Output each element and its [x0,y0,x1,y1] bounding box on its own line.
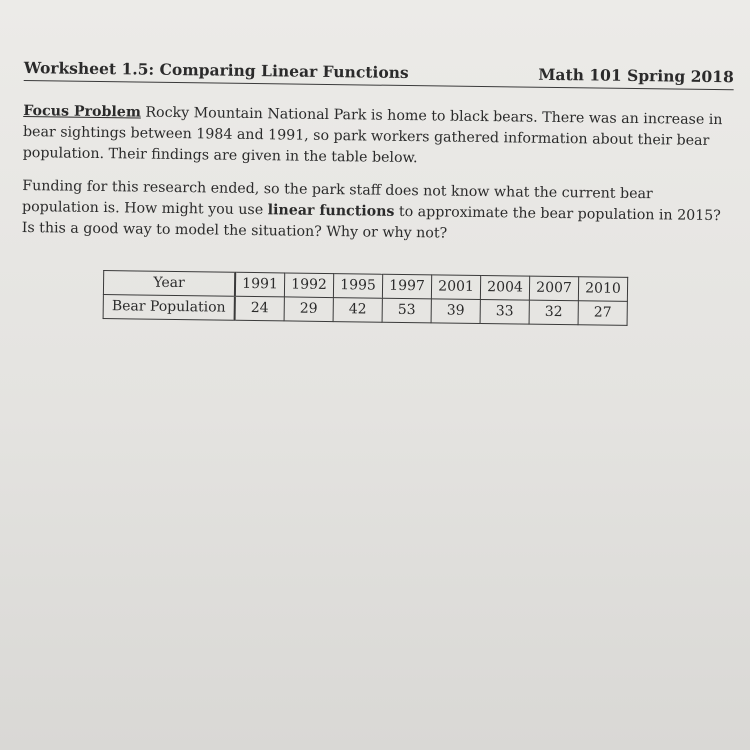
course-label: Math 101 Spring 2018 [538,64,734,87]
question-text-before: Funding for this research ended, so the park staff does not know what the current bear population is. How might you use [21,177,653,219]
worksheet-page [21,58,734,327]
year-cell: 1992 [284,273,333,298]
question-bold-term: linear functions [267,202,395,220]
population-row-header: Bear Population [103,295,235,321]
worksheet-header [24,58,734,90]
year-cell: 1995 [333,274,382,299]
population-cell: 29 [284,297,333,322]
question-paragraph [22,176,733,248]
population-cell: 24 [235,296,285,321]
focus-problem-text: Rocky Mountain National Park is home to black bears. There was an increase in bear sightings between 1984 and 1991, so park workers gathered information about their bear population. Their findings are given in the table below. [22,104,723,167]
worksheet-title: Worksheet 1.5: Comparing Linear Functions [23,58,409,83]
population-cell: 39 [431,299,480,324]
population-cell: 42 [333,298,382,323]
year-cell: 2010 [578,277,627,302]
population-cell: 32 [529,300,578,325]
year-cell: 2001 [431,275,480,300]
year-cell: 1997 [382,274,431,299]
bear-population-table [103,270,629,326]
population-cell: 53 [382,298,431,323]
year-cell: 2004 [480,275,529,300]
population-cell: 27 [578,301,627,326]
year-cell: 1991 [235,272,285,297]
year-cell: 2007 [529,276,578,301]
focus-problem-paragraph [23,101,734,173]
population-cell: 33 [480,299,529,324]
focus-problem-label: Focus Problem [23,102,141,121]
year-row-header: Year [103,271,235,297]
question-text-after: to approximate the bear population in 2015? Is this a good way to model the situation? Why or why not? [21,203,721,242]
